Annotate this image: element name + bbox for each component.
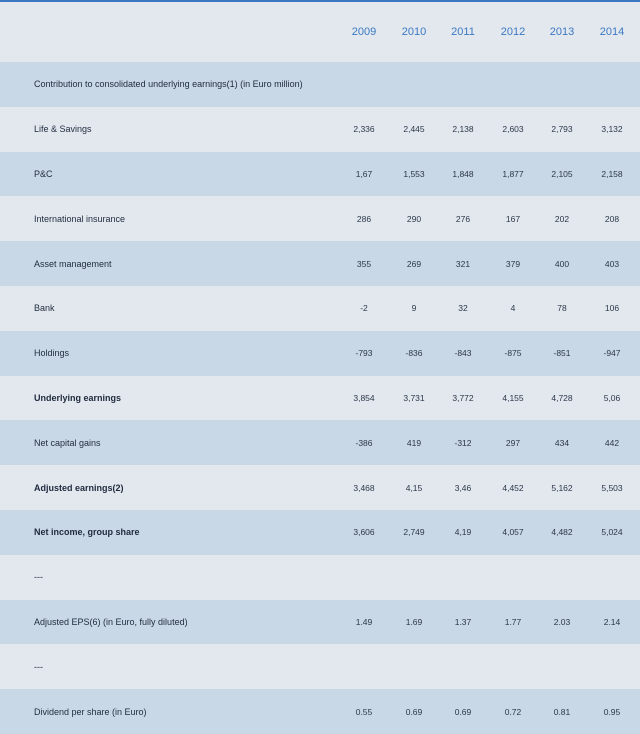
table-cell: 3,854	[353, 392, 375, 403]
table-cell: 434	[554, 437, 570, 448]
row-label: P&C	[34, 168, 53, 179]
table-cell: 0.81	[553, 706, 571, 717]
table-cell: 419	[406, 437, 422, 448]
table-row	[0, 107, 640, 152]
table-cell: 3,606	[353, 527, 375, 538]
table-row	[0, 152, 640, 197]
table-cell: -836	[405, 348, 423, 359]
table-cell: 3,468	[353, 482, 375, 493]
table-cell: 0.55	[355, 706, 373, 717]
row-label: Asset management	[34, 258, 112, 269]
table-cell: 106	[604, 303, 620, 314]
table-row	[0, 331, 640, 376]
table-cell: 0.95	[603, 706, 621, 717]
table-cell: 3,132	[601, 124, 623, 135]
table-cell: -843	[454, 348, 472, 359]
row-label: Bank	[34, 303, 55, 314]
table-row	[0, 600, 640, 645]
table-cell: 2,793	[551, 124, 573, 135]
table-cell: 4,728	[551, 392, 573, 403]
row-label: Adjusted EPS(6) (in Euro, fully diluted)	[34, 616, 188, 627]
table-row	[0, 689, 640, 734]
table-cell: 2,158	[601, 168, 623, 179]
table-cell: -2	[360, 303, 368, 314]
table-cell: 1.69	[405, 616, 423, 627]
row-label: Underlying earnings	[34, 392, 122, 403]
table-cell: 379	[505, 258, 521, 269]
table-cell: 3,772	[452, 392, 474, 403]
table-cell: 1,848	[452, 168, 474, 179]
year-header: 2010	[401, 26, 427, 38]
table-cell: 1,553	[403, 168, 425, 179]
table-cell: 269	[406, 258, 422, 269]
table-cell: 2.14	[603, 616, 621, 627]
table-cell: 3,731	[403, 392, 425, 403]
table-cell: 4,19	[454, 527, 472, 538]
table-cell: 321	[455, 258, 471, 269]
table-cell: 4,155	[502, 392, 524, 403]
table-cell: 4,057	[502, 527, 524, 538]
table-row	[0, 286, 640, 331]
financial-table	[0, 2, 640, 734]
table-cell: 208	[604, 213, 620, 224]
table-cell: 442	[604, 437, 620, 448]
table-cell: 2,749	[403, 527, 425, 538]
table-cell: 1.37	[454, 616, 472, 627]
table-cell: 355	[356, 258, 372, 269]
table-cell: 290	[406, 213, 422, 224]
table-cell: 202	[554, 213, 570, 224]
table-cell: 2.03	[553, 616, 571, 627]
table-cell: 400	[554, 258, 570, 269]
table-cell: -851	[553, 348, 571, 359]
table-cell: 1.77	[504, 616, 522, 627]
table-cell: -386	[355, 437, 373, 448]
row-label: International insurance	[34, 213, 126, 224]
table-cell: 5,162	[551, 482, 573, 493]
table-row-separator	[0, 555, 640, 600]
table-header-row	[0, 2, 640, 62]
table-cell: 5,503	[601, 482, 623, 493]
table-cell: 9	[411, 303, 417, 314]
table-row-total	[0, 376, 640, 421]
row-label: Contribution to consolidated underlying earnings(1) (in Euro million)	[34, 79, 303, 90]
table-cell: 2,138	[452, 124, 474, 135]
year-header: 2014	[599, 26, 625, 38]
table-cell: 286	[356, 213, 372, 224]
table-row	[0, 420, 640, 465]
table-cell: -793	[355, 348, 373, 359]
table-cell: -312	[454, 437, 472, 448]
table-cell: 4,482	[551, 527, 573, 538]
table-cell: 297	[505, 437, 521, 448]
table-cell: 1,877	[502, 168, 524, 179]
row-label: Net income, group share	[34, 527, 140, 538]
table-cell: 5,024	[601, 527, 623, 538]
year-header: 2009	[351, 26, 377, 38]
table-row-separator	[0, 644, 640, 689]
table-cell: 32	[458, 303, 468, 314]
table-cell: 5,06	[603, 392, 621, 403]
table-cell: 167	[505, 213, 521, 224]
table-row-total	[0, 465, 640, 510]
row-label: Dividend per share (in Euro)	[34, 706, 147, 717]
row-label: ---	[34, 572, 43, 583]
table-cell: 2,105	[551, 168, 573, 179]
table-cell: 1.49	[355, 616, 373, 627]
table-row	[0, 196, 640, 241]
table-cell: 78	[557, 303, 567, 314]
table-cell: 2,445	[403, 124, 425, 135]
row-label: Life & Savings	[34, 124, 92, 135]
table-row-total	[0, 510, 640, 555]
table-cell: -875	[504, 348, 522, 359]
table-cell: 3,46	[454, 482, 472, 493]
table-row	[0, 241, 640, 286]
table-cell: 4	[510, 303, 516, 314]
table-cell: 0.69	[454, 706, 472, 717]
year-header: 2013	[549, 26, 575, 38]
table-cell: 403	[604, 258, 620, 269]
year-header: 2011	[451, 26, 475, 38]
table-cell: -947	[603, 348, 621, 359]
table-cell: 2,336	[353, 124, 375, 135]
table-cell: 1,67	[355, 168, 373, 179]
table-cell: 4,452	[502, 482, 524, 493]
table-cell: 0.69	[405, 706, 423, 717]
row-label: Adjusted earnings(2)	[34, 482, 124, 493]
table-cell: 0.72	[504, 706, 522, 717]
table-cell: 2,603	[502, 124, 524, 135]
row-label: Net capital gains	[34, 437, 101, 448]
table-cell: 276	[455, 213, 471, 224]
year-header: 2012	[500, 26, 526, 38]
table-cell: 4,15	[405, 482, 423, 493]
table-section-heading	[0, 62, 640, 107]
row-label: Holdings	[34, 348, 70, 359]
row-label: ---	[34, 661, 43, 672]
